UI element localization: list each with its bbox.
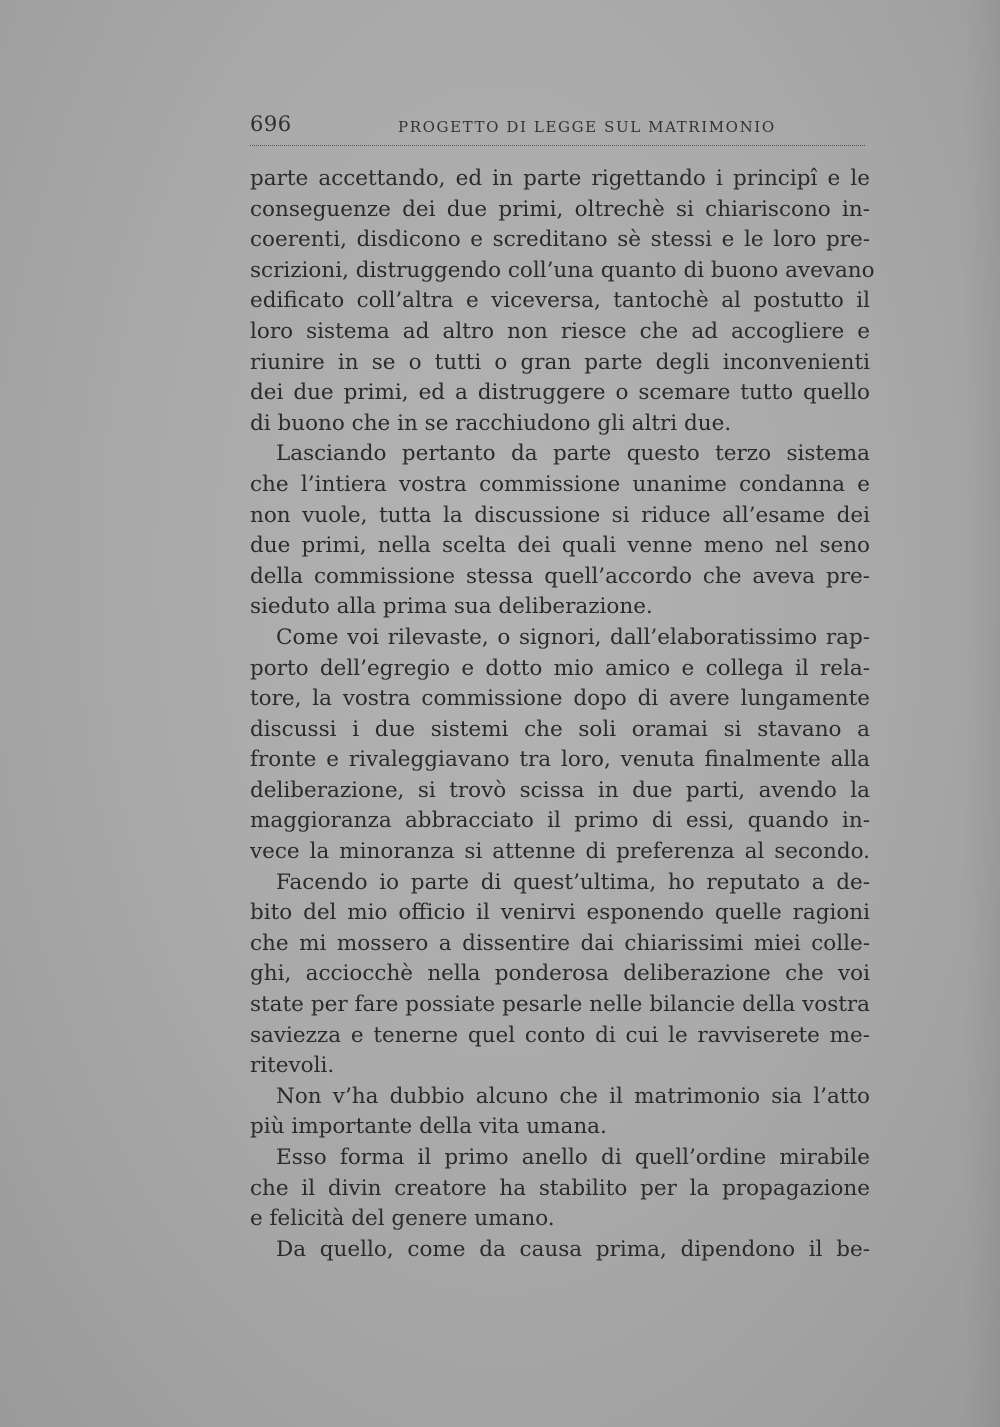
text-line: della commissione stessa quell’accordo che aveva pre-: [250, 563, 870, 589]
text-line: di buono che in se racchiudono gli altri due.: [250, 410, 732, 436]
text-line: vece la minoranza si attenne di preferenza al secondo.: [250, 839, 870, 865]
text-line: ghi, acciocchè nella ponderosa deliberazione che voi: [250, 961, 870, 987]
text-line: conseguenze dei due primi, oltrechè si chiariscono in-: [250, 196, 870, 222]
text-line: più importante della vita umana.: [250, 1114, 607, 1140]
page-number: 696: [250, 112, 292, 136]
running-head: PROGETTO DI LEGGE SUL MATRIMONIO: [398, 118, 776, 136]
text-line: maggioranza abbracciato il primo di essi, quando in-: [250, 808, 870, 834]
text-line: fronte e rivaleggiavano tra loro, venuta finalmente alla: [250, 747, 870, 773]
text-line: che mi mossero a dissentire dai chiarissimi miei colle-: [250, 930, 870, 956]
body-text: [250, 164, 875, 1265]
text-line: deliberazione, si trovò scissa in due parti, avendo la: [250, 777, 870, 803]
text-line: Facendo io parte di quest’ultima, ho reputato a de-: [276, 869, 870, 895]
text-line: Esso forma il primo anello di quell’ordine mirabile: [276, 1145, 870, 1170]
page-header: [250, 112, 865, 148]
text-line: dei due primi, ed a distruggere o scemare tutto quello: [250, 380, 870, 406]
text-line: porto dell’egregio e dotto mio amico e collega il rela-: [250, 655, 870, 681]
text-line: Lasciando pertanto da parte questo terzo sistema: [276, 441, 870, 467]
text-line: riunire in se o tutti o gran parte degli inconvenienti: [250, 349, 870, 375]
text-line: loro sistema ad altro non riesce che ad accogliere e: [250, 318, 870, 344]
text-line: bito del mio officio il venirvi esponendo quelle ragioni: [250, 900, 870, 926]
text-line: state per fare possiate pesarle nelle bilancie della vostra: [250, 992, 870, 1018]
text-line: Come voi rilevaste, o signori, dall’elaboratissimo rap-: [276, 624, 870, 650]
text-line: Non v’ha dubbio alcuno che il matrimonio sia l’atto: [276, 1083, 870, 1109]
text-line: discussi i due sistemi che soli oramai si stavano a: [250, 716, 870, 742]
text-line: parte accettando, ed in parte rigettando i principî e le: [250, 166, 870, 191]
text-line: Da quello, come da causa prima, dipendono il be-: [276, 1236, 870, 1262]
text-line: che l’intiera vostra commissione unanime condanna e: [250, 471, 870, 497]
text-line: coerenti, disdicono e screditano sè stessi e le loro pre-: [250, 227, 870, 253]
text-line: scrizioni, distruggendo coll’una quanto di buono avevano: [250, 257, 875, 283]
text-line: edificato coll’altra e viceversa, tantochè al postutto il: [250, 288, 870, 314]
text-line: tore, la vostra commissione dopo di avere lungamente: [250, 686, 870, 712]
text-line: non vuole, tutta la discussione si riduce all’esame dei: [250, 502, 870, 528]
page-edge-shadow: [962, 0, 1000, 1427]
text-line: ritevoli.: [250, 1053, 335, 1079]
text-line: che il divin creatore ha stabilito per la propagazione: [250, 1175, 870, 1201]
text-line: sieduto alla prima sua deliberazione.: [250, 594, 653, 620]
text-line: e felicità del genere umano.: [250, 1206, 555, 1232]
text-line: saviezza e tenerne quel conto di cui le ravviserete me-: [250, 1022, 870, 1048]
header-rule: [250, 145, 865, 146]
text-line: due primi, nella scelta dei quali venne meno nel seno: [250, 533, 870, 559]
